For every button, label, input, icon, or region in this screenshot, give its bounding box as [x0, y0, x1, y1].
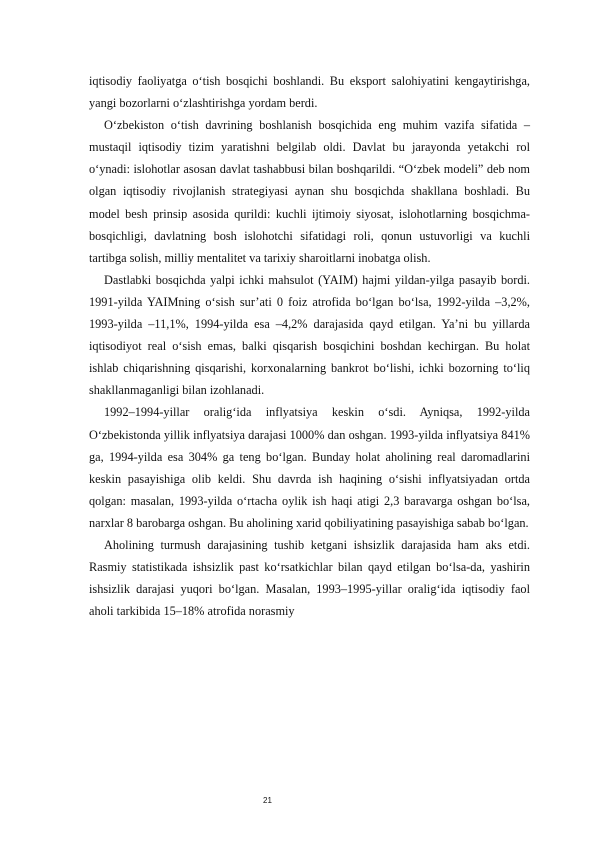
- paragraph-continuation: iqtisodiy faoliyatga o‘tish bosqichi boshlandi. Bu eksport salohiyatini kengaytirishga, yangi bozorlarni o‘zlashtirishga yordam berdi.: [89, 74, 530, 111]
- document-page: [89, 70, 530, 622]
- paragraph-gdp-decline: Dastlabki bosqichda yalpi ichki mahsulot (YAIM) hajmi yildan-yilga pasayib bordi. 1991-yilda YAIMning o‘sish sur’ati 0 foiz atrofida bo‘lgan bo‘lsa, 1992-yilda –3,2%, 1993-yilda –11,1%, 1994-yilda esa –4,2% darajasida qayd etilgan. Ya’ni bu yillarda iqtisodiyot real o‘sish emas, balki qisqarish bosqichini boshdan kechirgan. Bu holat ishlab chiqarishning qisqarishi, korxonalarning bankrot bo‘lishi, ichki bozorning to‘liq shakllanmaganligi bilan izohlanadi.: [89, 272, 530, 398]
- paragraph-uzbek-model: O‘zbekiston o‘tish davrining boshlanish bosqichida eng muhim vazifa sifatida – mustaqil iqtisodiy tizim yaratishni belgilab oldi. Davlat bu jarayonda yetakchi rol o‘ynadi: islohotlar asosan davlat tashabbusi bilan boshqarildi. “O‘zbek modeli” deb nom olgan iqtisodiy rivojlanish strategiyasi aynan shu bosqichda shakllana boshladi. Bu model besh prinsip asosida qurildi: kuchli ijtimoiy siyosat, islohotlarning bosqichma-bosqichligi, davlatning bosh islohotchi sifatidagi roli, qonun ustuvorligi va kuchli tartibga solish, milliy mentalitet va tarixiy sharoitlarni inobatga olish.: [89, 118, 530, 265]
- page-number-footer: [0, 796, 595, 805]
- paragraph-inflation: 1992–1994-yillar oralig‘ida inflyatsiya keskin o‘sdi. Ayniqsa, 1992-yilda O‘zbekistonda yillik inflyatsiya darajasi 1000% dan oshgan. 1993-yilda inflyatsiya 841% ga, 1994-yilda esa 304% ga teng bo‘lgan. Bunday holat aholining real daromadlarini keskin pasayishiga olib keldi. Shu davrda ish haqining o‘sishi inflyatsiyadan ortda qolgan: masalan, 1993-yilda o‘rtacha oylik ish haqi atigi 2,3 baravarga oshgan bo‘lsa, narxlar 8 barobarga oshgan. Bu aholining xarid qobiliyatining pasayishiga sabab bo‘lgan.: [89, 405, 530, 530]
- page-number: 21: [263, 796, 272, 805]
- paragraph-unemployment: Aholining turmush darajasining tushib ketgani ishsizlik darajasida ham aks etdi. Rasmiy statistikada ishsizlik past ko‘rsatkichlar bilan qayd etilgan bo‘lsa-da, yashirin ishsizlik darajasi yuqori bo‘lgan. Masalan, 1993–1995-yillar oralig‘ida iqtisodiy faol aholi tarkibida 15–18% atrofida norasmiy: [89, 537, 530, 619]
